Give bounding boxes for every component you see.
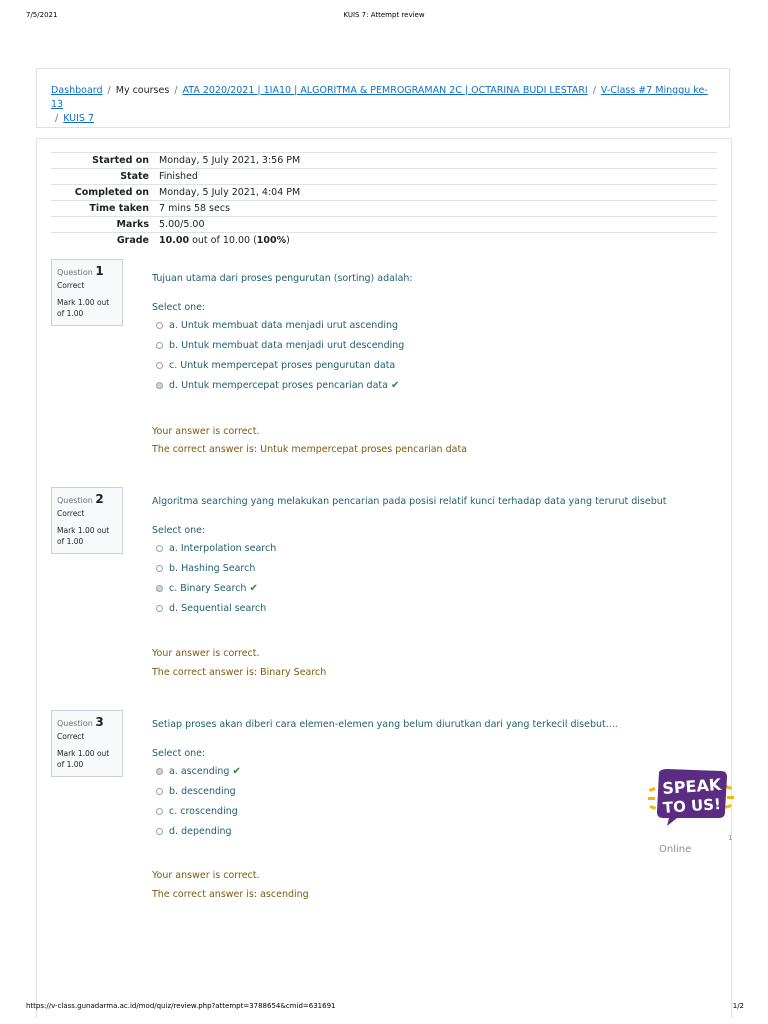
main-region <box>36 138 732 1018</box>
question-3-info <box>51 710 123 777</box>
question-number <box>57 492 117 506</box>
question-number <box>57 264 117 278</box>
select-one-label: Select one: <box>152 525 206 536</box>
correct-answer: The correct answer is: ascending <box>152 889 309 900</box>
grade-out-of: out of 10.00 ( <box>192 235 257 246</box>
answer-option-selected[interactable] <box>156 764 241 778</box>
summary-value: Finished <box>159 169 717 185</box>
breadcrumb-separator: / <box>55 113 59 124</box>
attempt-summary-table <box>51 152 717 248</box>
radio-button[interactable] <box>156 362 163 369</box>
question-word: Question <box>57 719 93 728</box>
radio-button[interactable] <box>156 605 163 612</box>
answer-option-label: d. depending <box>169 825 232 837</box>
question-state: Correct <box>57 509 85 518</box>
radio-button[interactable] <box>156 788 163 795</box>
print-page-count: 1/2 <box>732 1002 744 1010</box>
answer-option-label: c. Untuk mempercepat proses pengurutan data <box>169 359 396 371</box>
breadcrumb-course-link[interactable]: ATA 2020/2021 | 1IA10 | ALGORITMA & PEMROGRAMAN 2C | OCTARINA BUDI LESTARI <box>182 85 588 96</box>
question-mark: Mark 1.00 out of 1.00 <box>57 749 110 769</box>
answer-option-label: c. Binary Search <box>169 582 247 594</box>
question-1-info <box>51 259 123 326</box>
radio-button[interactable] <box>156 322 163 329</box>
grade-score: 10.00 <box>159 235 190 246</box>
question-state: Correct <box>57 281 85 290</box>
summary-value: Monday, 5 July 2021, 3:56 PM <box>159 153 717 169</box>
check-icon: ✔ <box>390 379 400 391</box>
answer-option-label: c. croscending <box>169 805 238 817</box>
grade-label: Grade <box>51 233 159 249</box>
answer-option-label: b. Untuk membuat data menjadi urut descending <box>169 339 405 351</box>
question-word: Question <box>57 268 93 277</box>
summary-row <box>51 217 717 233</box>
answer-option-selected[interactable] <box>156 378 399 392</box>
question-number <box>57 715 117 729</box>
question-mark: Mark 1.00 out of 1.00 <box>57 526 110 546</box>
widget-count: 1 <box>728 834 733 842</box>
breadcrumb <box>36 68 730 128</box>
feedback-correct: Your answer is correct. <box>152 648 260 659</box>
print-date: 7/5/2021 <box>26 11 58 19</box>
summary-row-grade <box>51 233 717 249</box>
breadcrumb-separator: / <box>592 85 596 96</box>
summary-row <box>51 185 717 201</box>
speak-to-us-widget[interactable] <box>647 768 735 828</box>
question-mark: Mark 1.00 out of 1.00 <box>57 298 110 318</box>
summary-label: Started on <box>51 153 159 169</box>
grade-percent: 100% <box>256 235 287 246</box>
answer-option[interactable] <box>156 601 266 615</box>
feedback-correct: Your answer is correct. <box>152 426 260 437</box>
summary-value: 5.00/5.00 <box>159 217 717 233</box>
correct-answer: The correct answer is: Binary Search <box>152 667 327 678</box>
summary-label: Marks <box>51 217 159 233</box>
breadcrumb-my-courses: My courses <box>115 85 170 96</box>
question-1-text: Tujuan utama dari proses pengurutan (sorting) adalah: <box>152 273 413 284</box>
grade-value <box>159 233 717 249</box>
answer-option[interactable] <box>156 318 398 332</box>
question-number-value: 1 <box>95 264 104 278</box>
answer-option[interactable] <box>156 541 276 555</box>
breadcrumb-section-link[interactable]: V-Class #7 Minggu ke-13 <box>51 85 708 110</box>
question-3-text: Setiap proses akan diberi cara elemen-elemen yang belum diurutkan dari yang terkecil disebut.... <box>152 719 618 730</box>
summary-value: 7 mins 58 secs <box>159 201 717 217</box>
answer-option[interactable] <box>156 824 232 838</box>
question-word: Question <box>57 496 93 505</box>
answer-option[interactable] <box>156 358 395 372</box>
answer-option-label: d. Untuk mempercepat proses pencarian data <box>169 379 388 391</box>
breadcrumb-separator: / <box>174 85 178 96</box>
summary-label: Completed on <box>51 185 159 201</box>
question-state: Correct <box>57 732 85 741</box>
radio-button[interactable] <box>156 545 163 552</box>
summary-row <box>51 169 717 185</box>
answer-option-label: b. Hashing Search <box>169 562 256 574</box>
correct-answer: The correct answer is: Untuk mempercepat proses pencarian data <box>152 444 467 455</box>
select-one-label: Select one: <box>152 302 206 313</box>
summary-label: State <box>51 169 159 185</box>
radio-button[interactable] <box>156 342 163 349</box>
print-url: https://v-class.gunadarma.ac.id/mod/quiz/review.php?attempt=3788654&cmid=631691 <box>26 1002 336 1010</box>
radio-button-checked[interactable] <box>156 768 163 775</box>
answer-option[interactable] <box>156 561 255 575</box>
answer-option-label: a. ascending <box>169 765 230 777</box>
radio-button[interactable] <box>156 828 163 835</box>
speak-line-1: SPEAK <box>661 774 722 799</box>
speech-bubble-icon <box>647 768 735 828</box>
print-header <box>0 11 768 23</box>
breadcrumb-dashboard-link[interactable]: Dashboard <box>51 85 103 96</box>
speak-line-2: TO US! <box>662 795 722 818</box>
question-2-text: Algoritma searching yang melakukan pencarian pada posisi relatif kunci terhadap data yang terurut disebut <box>152 496 667 507</box>
print-title: KUIS 7: Attempt review <box>343 11 425 19</box>
radio-button[interactable] <box>156 565 163 572</box>
summary-row <box>51 201 717 217</box>
breadcrumb-quiz-link[interactable]: KUIS 7 <box>63 113 95 124</box>
summary-row <box>51 153 717 169</box>
grade-close: ) <box>286 235 290 246</box>
answer-option-label: a. Interpolation search <box>169 542 277 554</box>
summary-value: Monday, 5 July 2021, 4:04 PM <box>159 185 717 201</box>
check-icon: ✔ <box>249 582 258 594</box>
online-status: Online <box>659 844 692 855</box>
answer-option[interactable] <box>156 804 238 818</box>
answer-option-label: b. descending <box>169 785 236 797</box>
summary-label: Time taken <box>51 201 159 217</box>
select-one-label: Select one: <box>152 748 206 759</box>
answer-option-label: a. Untuk membuat data menjadi urut ascending <box>169 319 399 331</box>
answer-option-label: d. Sequential search <box>169 602 267 614</box>
radio-button-checked[interactable] <box>156 382 163 389</box>
radio-button[interactable] <box>156 808 163 815</box>
radio-button-checked[interactable] <box>156 585 163 592</box>
check-icon: ✔ <box>232 765 241 777</box>
answer-option-selected[interactable] <box>156 581 258 595</box>
answer-option[interactable] <box>156 338 404 352</box>
feedback-correct: Your answer is correct. <box>152 870 260 881</box>
question-number-value: 2 <box>95 492 104 506</box>
answer-option[interactable] <box>156 784 236 798</box>
question-2-info <box>51 487 123 554</box>
question-number-value: 3 <box>95 715 104 729</box>
print-footer <box>0 1002 768 1014</box>
breadcrumb-separator: / <box>107 85 111 96</box>
